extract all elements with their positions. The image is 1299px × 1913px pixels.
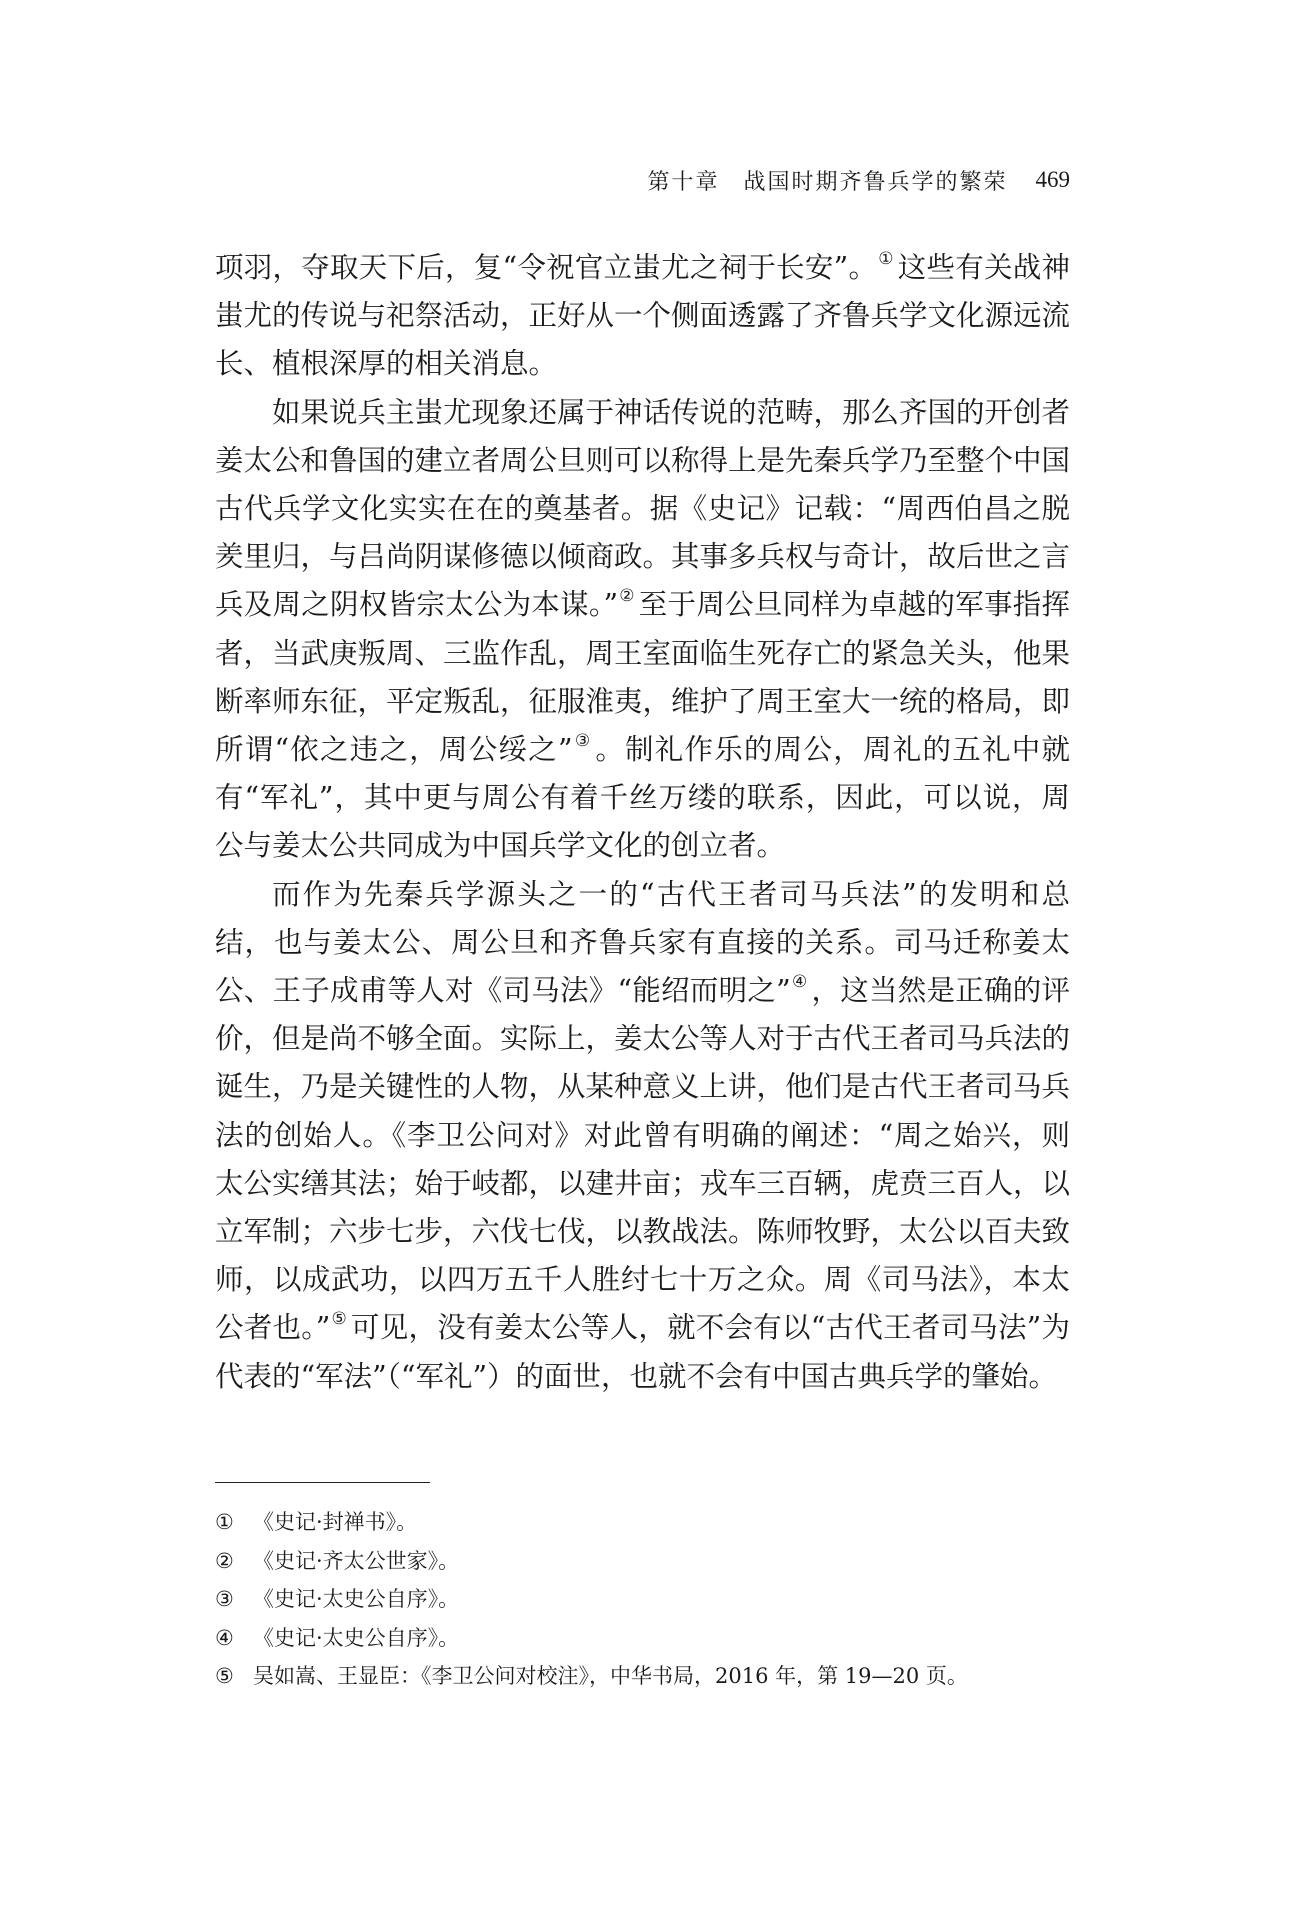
footnote-item xyxy=(215,1503,1085,1542)
footnote-item xyxy=(215,1657,1085,1696)
footnote-mark: ③ xyxy=(215,1587,234,1611)
page-number: 469 xyxy=(1035,167,1070,192)
footnote-reference[interactable]: ② xyxy=(619,586,635,607)
paragraph-text: 可见，没有姜太公等人，就不会有以“古代王者司马法”为代表的“军法”（“军礼”）的面世，也就不会有中国古典兵学的肇始。 xyxy=(215,1311,1070,1393)
footnotes xyxy=(215,1503,1085,1696)
footnote-separator xyxy=(215,1482,430,1483)
body-paragraph xyxy=(215,389,1070,871)
body-text xyxy=(215,244,1070,1401)
paragraph-text: 至于周公旦同样为卓越的军事指挥者，当武庚叛周、三监作乱，周王室面临生死存亡的紧急关头，他果断率师东征，平定叛乱，征服淮夷，维护了周王室大一统的格局，即所谓“依之违之，周公绥之” xyxy=(215,588,1071,767)
footnote-mark: ① xyxy=(215,1510,234,1534)
footnote-item xyxy=(215,1580,1085,1619)
body-paragraph xyxy=(215,871,1070,1401)
footnote-mark: ② xyxy=(215,1548,234,1573)
paragraph-text: 如果说兵主蚩尤现象还属于神话传说的范畴，那么齐国的开创者姜太公和鲁国的建立者周公旦则可以称得上是先秦兵学乃至整个中国古代兵学文化实实在在的奠基者。据《史记》记载：“周西伯昌之脱羑里归，与吕尚阴谋修德以倾商政。其事多兵权与奇计，故后世之言兵及周之阴权皆宗太公为本谋。” xyxy=(215,395,1071,622)
footnote-reference[interactable]: ⑤ xyxy=(331,1309,347,1330)
paragraph-text: 。制礼作乐的周公，周礼的五礼中就有“军礼”，其中更与周公有着千丝万缕的联系，因此，可以说，周公与姜太公共同成为中国兵学文化的创立者。 xyxy=(215,733,1070,863)
paragraph-text: ，这当然是正确的评价，但是尚不够全面。实际上，姜太公等人对于古代王者司马兵法的诞生，乃是关键性的人物，从某种意义上讲，他们是古代王者司马兵法的创始人。《李卫公问对》对此曾有明确的阐述：“周之始兴，则太公实缮其法；始于岐都，以建井亩；戎车三百辆，虎贲三百人，以立军制；六步七步，六伐七伐，以教战法。陈师牧野，太公以百夫致师，以成武功，以四万五千人胜纣七十万之众。周《司马法》，本太公者也。” xyxy=(215,974,1071,1345)
footnote-text: 《史记·封禅书》。 xyxy=(253,1510,418,1534)
footnote-mark: ⑤ xyxy=(215,1664,234,1688)
footnote-text: 吴如嵩、王显臣：《李卫公问对校注》，中华书局，2016 年，第 19—20 页。 xyxy=(253,1664,968,1688)
footnote-text: 《史记·太史公自序》。 xyxy=(253,1587,460,1611)
paragraph-text: 项羽，夺取天下后，复“令祝官立蚩尤之祠于长安”。 xyxy=(215,251,878,284)
footnote-item xyxy=(215,1542,1085,1581)
footnote-reference[interactable]: ① xyxy=(878,249,894,269)
footnote-item xyxy=(215,1619,1085,1658)
paragraph-text: 而作为先秦兵学源头之一的“古代王者司马兵法”的发明和总结，也与姜太公、周公旦和齐鲁兵家有直接的关系。司马迁称姜太公、王子成甫等人对《司马法》“能绍而明之” xyxy=(215,877,1070,1008)
body-paragraph xyxy=(215,244,1070,389)
running-header xyxy=(215,160,1070,200)
footnote-reference[interactable]: ③ xyxy=(573,731,592,752)
paragraph-text: 这些有关战神蚩尤的传说与祀祭活动，正好从一个侧面透露了齐鲁兵学文化源远流长、植根深厚的相关消息。 xyxy=(215,251,1071,381)
footnote-text: 《史记·齐太公世家》。 xyxy=(253,1548,460,1573)
chapter-title: 第十章 战国时期齐鲁兵学的繁荣 xyxy=(647,169,1008,195)
footnote-text: 《史记·太史公自序》。 xyxy=(253,1625,460,1650)
footnote-mark: ④ xyxy=(215,1625,234,1650)
footnote-reference[interactable]: ④ xyxy=(791,972,808,993)
